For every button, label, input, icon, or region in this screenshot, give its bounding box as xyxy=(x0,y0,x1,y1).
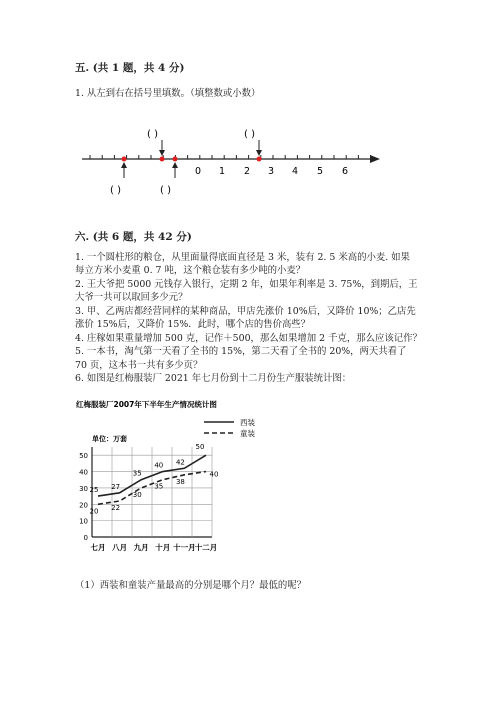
data-label: 35 xyxy=(132,469,142,478)
legend-label-kids: 童装 xyxy=(240,429,255,438)
legend-label-suit: 西装 xyxy=(240,418,255,427)
y-tick-label: 30 xyxy=(79,484,88,493)
data-label: 25 xyxy=(89,486,99,495)
chart-x-tick-labels xyxy=(91,542,218,552)
q6-line-7: 4. 庄稼如果重量增加 500 克，记作＋500，那么如果增加 2 千克，那么应该记作？ xyxy=(75,333,422,344)
arrow-up-c xyxy=(172,162,178,178)
chart-y-tick-labels xyxy=(79,452,88,542)
blank-lower-2: ( ) xyxy=(160,185,171,196)
line-chart xyxy=(66,395,266,575)
point-c xyxy=(173,157,178,162)
blank-upper-1: ( ) xyxy=(147,129,158,140)
q6-line-3: 2. 王大爷把 5000 元钱存入银行，定期 2 年，如果年利率是 3. 75%，到期后，王 xyxy=(75,279,418,290)
x-tick-label: 十二月 xyxy=(194,543,218,552)
chart-title: 红梅服装厂2007年下半年生产情况统计图 xyxy=(76,400,217,409)
chart-grid xyxy=(89,447,212,537)
y-tick-label: 50 xyxy=(79,452,88,461)
arrow-down-b xyxy=(159,140,165,156)
tick-label-2: 2 xyxy=(243,166,251,177)
number-line-arrow xyxy=(370,155,380,163)
y-tick-label: 0 xyxy=(83,534,88,542)
point-a xyxy=(122,157,127,162)
data-label: 38 xyxy=(175,477,185,486)
y-tick-label: 40 xyxy=(79,468,88,477)
q6-line-6: 涨价 15%后，又降价 15%．此时，哪个店的售价高些？ xyxy=(75,319,311,330)
section5-heading: 五. (共 1 题，共 4 分) xyxy=(75,62,185,74)
x-tick-label: 九月 xyxy=(133,543,149,552)
sub-question-1: （1）西装和童装产量最高的分别是哪个月？最低的呢？ xyxy=(75,580,306,591)
data-label: 22 xyxy=(111,504,121,512)
data-label: 40 xyxy=(154,461,164,470)
x-tick-label: 十月 xyxy=(155,543,171,552)
blank-lower-1: ( ) xyxy=(110,185,121,196)
data-label: 30 xyxy=(132,490,142,499)
chart-unit-label: 单位：万套 xyxy=(92,435,127,443)
x-tick-label: 七月 xyxy=(90,543,106,552)
data-label: 20 xyxy=(89,507,99,516)
q6-line-9: 70 页，这本书一共有多少页？ xyxy=(75,360,203,371)
y-tick-label: 10 xyxy=(79,517,88,526)
data-label: 27 xyxy=(111,482,121,491)
q6-line-1: 1. 一个圆柱形的粮仓，从里面量得底面直径是 3 米，装有 2. 5 米高的小麦. 如果 xyxy=(75,252,410,263)
tick-label-6: 6 xyxy=(341,166,349,177)
q6-line-5: 3. 甲、乙两店都经营同样的某种商品，甲店先涨价 10%后，又降价 10%；乙店先 xyxy=(75,306,416,317)
blank-upper-2: ( ) xyxy=(244,129,255,140)
q6-line-2: 每立方米小麦重 0. 7 吨，这个粮仓装有多少吨的小麦？ xyxy=(75,265,306,276)
chart-legend xyxy=(204,417,255,438)
q6-line-10: 6. 如图是红梅服装厂 2021 年七月份到十二月份生产服装统计图： xyxy=(75,373,352,384)
tick-label-4: 4 xyxy=(291,166,299,177)
data-label: 40 xyxy=(209,470,219,479)
section6-heading: 六. (共 6 题，共 42 分) xyxy=(75,231,192,243)
point-d xyxy=(257,157,262,162)
tick-label-3: 3 xyxy=(267,166,275,177)
x-tick-label: 十一月 xyxy=(173,543,196,552)
tick-label-1: 1 xyxy=(218,166,226,177)
y-tick-label: 20 xyxy=(79,501,88,510)
arrow-down-d xyxy=(256,140,262,156)
data-label: 42 xyxy=(175,458,185,467)
arrow-up-a xyxy=(121,162,127,178)
data-label: 35 xyxy=(154,482,164,491)
point-b xyxy=(160,157,165,162)
x-tick-label: 八月 xyxy=(112,543,128,552)
number-line-ticks xyxy=(90,155,371,159)
tick-label-0: 0 xyxy=(194,166,202,177)
q6-line-8: 5. 一本书，淘气第一天看了全书的 15%，第二天看了全书的 20%，两天共看了 xyxy=(75,346,407,357)
data-label: 50 xyxy=(195,443,205,452)
q6-line-4: 大爷一共可以取回多少元？ xyxy=(75,292,188,303)
question-5-1: 1. 从左到右在括号里填数。（填整数或小数） xyxy=(75,88,261,99)
tick-label-5: 5 xyxy=(316,166,324,177)
